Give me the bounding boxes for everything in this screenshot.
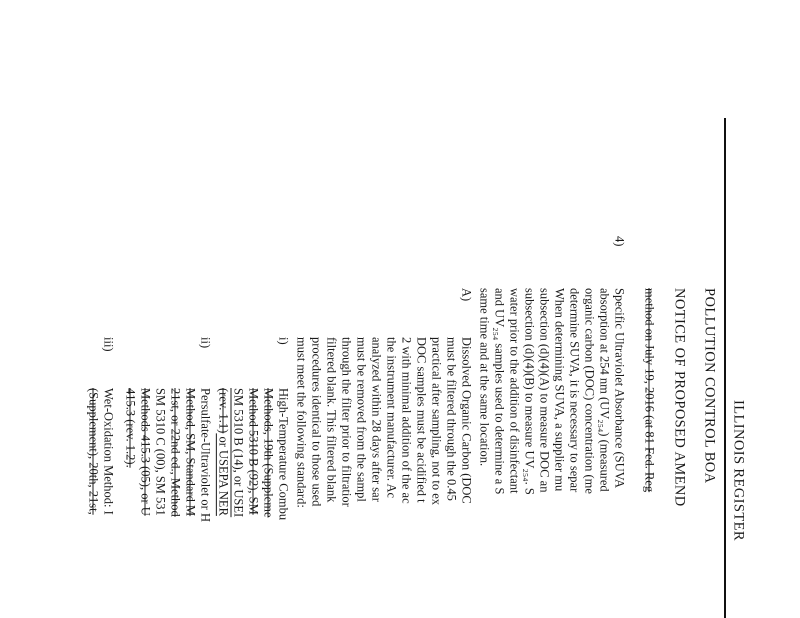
item-a-line-9: through the filter prior to filtratior <box>339 337 354 507</box>
header-notice: NOTICE OF PROPOSED AMEND <box>671 288 688 507</box>
header-register: ILLINOIS REGISTER <box>730 400 747 541</box>
item-4-line-9: and UV₂₅₄ samples used to determine a S <box>492 288 507 495</box>
sub-i-line-4: SM 5310 B (14), or USEI <box>231 388 246 518</box>
item-4-line-1: Specific Ultraviolet Absorbance (SUVA <box>612 288 627 489</box>
sub-ii-line-3: 21st, or 22nd ed., Method <box>168 388 183 517</box>
sub-i-line-2: Methods, 19th (Suppleme <box>261 388 276 518</box>
sub-i-number: i) <box>276 337 291 345</box>
sub-i-line-5-tail: or USEPA NER <box>216 433 231 516</box>
item-4-line-4: determine SUVA, it is necessary to separ <box>567 288 582 493</box>
sub-ii-line-1: Persulfate-Ultraviolet or H <box>198 388 213 522</box>
method-line-struck: method on July 19, 2016 (at 81 Fed. Reg <box>642 288 657 493</box>
sub-i-line-5-struck: (rev. 1.1) <box>216 388 231 434</box>
item-4-line-6: subsection (d)(4)(A) to measure DOC an <box>537 288 552 493</box>
header-board: POLLUTION CONTROL BOA <box>701 288 718 484</box>
sub-i-line-5 <box>217 388 230 516</box>
item-a-line-7: analyzed within 28 days after sar <box>369 337 384 502</box>
item-4-line-3: organic carbon (DOC) concentration (me <box>582 288 597 494</box>
item-4-line-10: same time and at the same location. <box>477 288 492 467</box>
item-a-line-2: must be filtered through the 0.45 <box>444 337 459 501</box>
item-a-line-6: the instrument manufacturer. Ac <box>384 337 399 499</box>
sub-ii-line-4: SM 5310 C (00), SM 531 <box>153 388 168 516</box>
item-4-number: 4) <box>612 236 627 247</box>
item-4-line-2: absorption at 254 nm (UV₂₅₄) (measured <box>597 288 612 492</box>
sub-iii-number: iii) <box>101 337 116 352</box>
sub-ii-number: ii) <box>198 337 213 349</box>
sub-i-line-3: Method 5310 B (92), SM <box>246 388 261 515</box>
sub-ii-line-5: Methods 415.3 (05), or U <box>138 388 153 516</box>
item-a-line-11: procedures identical to those used <box>309 337 324 507</box>
sub-iii-line-1: Wet-Oxidation Method: I <box>101 388 116 515</box>
item-4-line-5: When determining SUVA, a supplier mu <box>552 288 567 492</box>
item-a-line-5: 2 with minimal addition of the ac <box>399 337 414 504</box>
sub-ii-line-2: Method, SM, Standard M <box>183 388 198 517</box>
item-4-line-7: subsection (d)(4)(B) to measure UV₂₅₄. S <box>522 288 537 495</box>
item-a-line-1: Dissolved Organic Carbon (DOC <box>459 337 474 504</box>
item-a-number: A) <box>459 288 474 302</box>
item-a-line-12: must meet the following standard: <box>294 337 309 508</box>
item-a-line-8: must be removed from the sampl <box>354 337 369 502</box>
header-rule <box>724 118 726 618</box>
item-a-line-10: filtered blank. This filtered blank <box>324 337 339 503</box>
item-a-line-4: DOC samples must be acidified t <box>414 337 429 503</box>
item-4-line-8: water prior to the addition of disinfectant <box>507 288 522 494</box>
sub-ii-line-6: 415.3 (rev. 1.2). <box>123 388 138 468</box>
item-a-line-3: practical after sampling, not to ex <box>429 337 444 505</box>
sub-iii-line-2: (Supplement), 20th, 21st, <box>86 388 101 515</box>
sub-i-line-1: High-Temperature Combu <box>276 388 291 521</box>
